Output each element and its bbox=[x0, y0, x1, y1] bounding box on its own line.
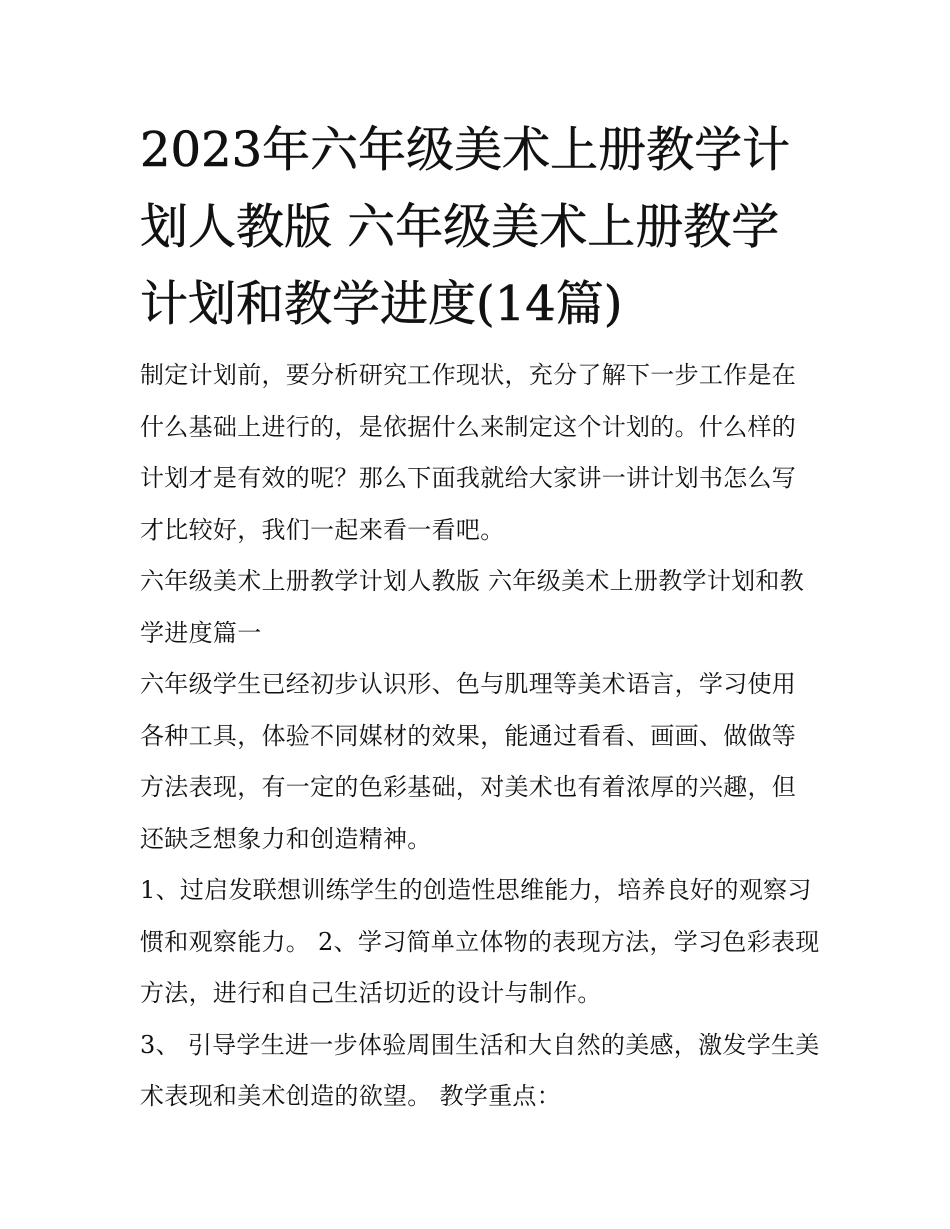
section-heading: 六年级美术上册教学计划人教版 六年级美术上册教学计划和教学进度篇一 bbox=[140, 567, 805, 647]
document-body bbox=[140, 112, 820, 1123]
document-title: 2023年六年级美术上册教学计划人教版 六年级美术上册教学计划和教学进度(14篇) bbox=[140, 122, 791, 332]
teaching-goal-3-paragraph: 3、 引导学生进一步体验周围生活和大自然的美感，激发学生美术表现和美术创造的欲望。 教学重点： bbox=[140, 1030, 820, 1110]
teaching-goals-paragraph: 1、过启发联想训练学生的创造性思维能力，培养良好的观察习惯和观察能力。 2、学习简单立体物的表现方法，学习色彩表现方法，进行和自己生活切近的设计与制作。 bbox=[140, 876, 820, 1007]
intro-paragraph: 制定计划前，要分析研究工作现状，充分了解下一步工作是在什么基础上进行的，是依据什么来制定这个计划的。什么样的计划才是有效的呢？那么下面我就给大家讲一讲计划书怎么写才比较好，我们一起来看一看吧。 bbox=[140, 361, 797, 544]
student-analysis-paragraph: 六年级学生已经初步认识形、色与肌理等美术语言，学习使用各种工具，体验不同媒材的效果，能通过看看、画画、做做等方法表现，有一定的色彩基础，对美术也有着浓厚的兴趣，但还缺乏想象力和创造精神。 bbox=[140, 670, 797, 853]
